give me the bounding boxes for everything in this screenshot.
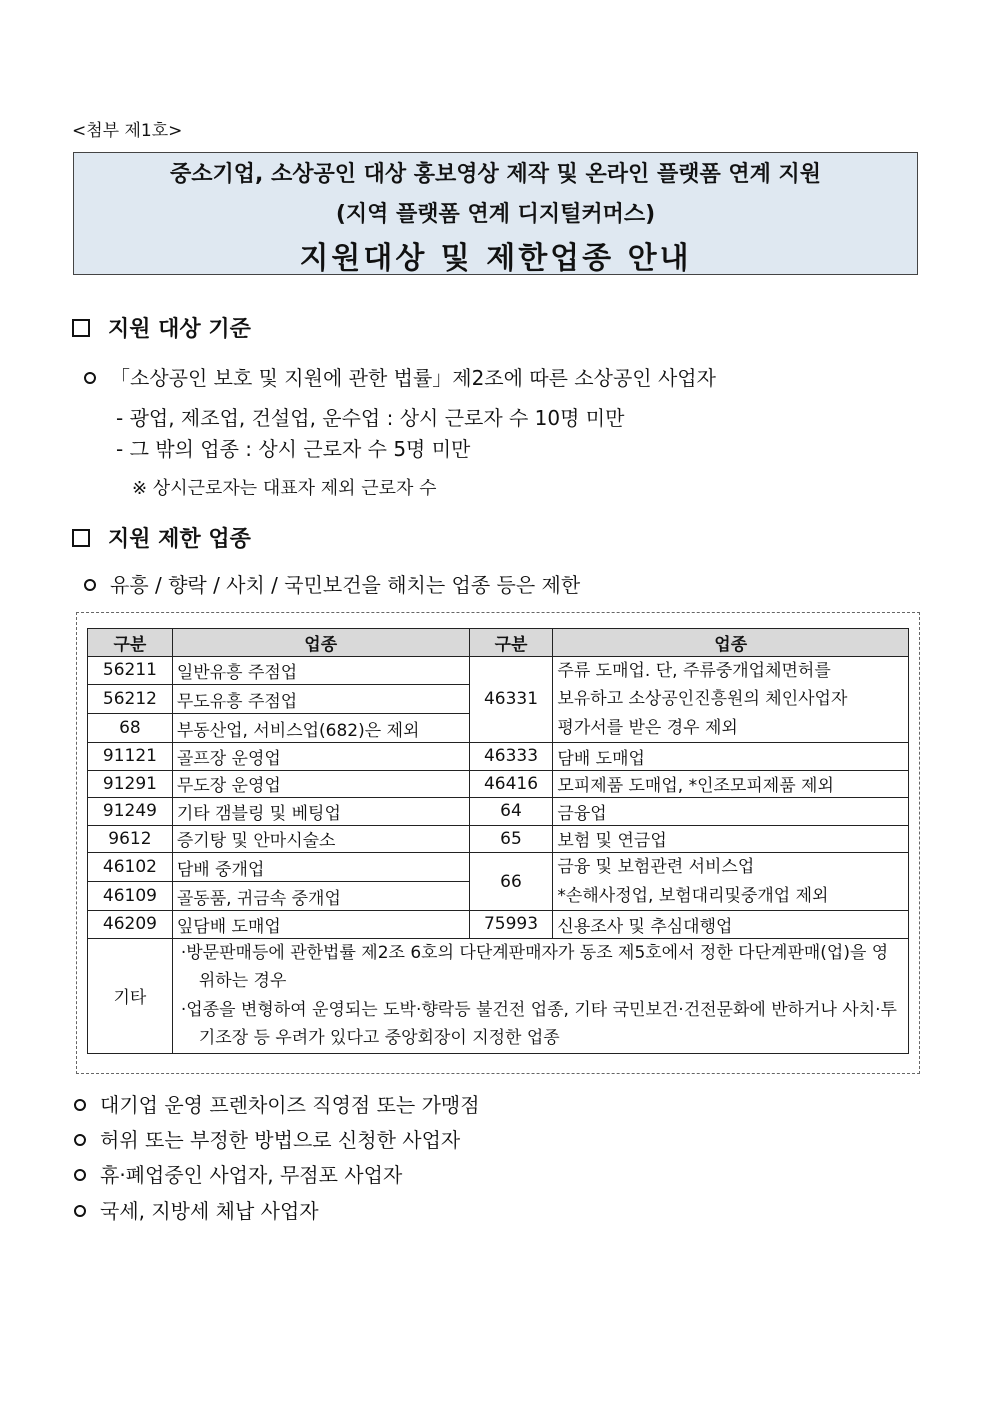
code-cell: 68 [88,714,173,743]
code-cell: 46109 [88,882,173,911]
industry-cell-multiline [553,656,909,743]
table-row [88,656,909,685]
industry-line: 보유하고 소상공인진흥원의 체인사업자 [557,689,848,709]
section1-main [84,362,716,391]
restricted-table-frame [76,612,920,1074]
table-row-etc [88,938,909,1053]
industry-line: 평가서를 받은 경우 제외 [557,717,738,738]
restricted-industry-table [87,628,909,1054]
table-row [88,853,909,882]
table-row [88,798,909,826]
title-line-3: 지원대상 및 제한업종 안내 [299,241,692,276]
circle-bullet-icon [74,1099,86,1111]
title-line-2: (지역 플랫폼 연계 디지털커머스) [335,202,656,227]
code-cell: 91291 [88,770,173,798]
code-cell: 75993 [469,911,553,939]
industry-cell: 부동산업, 서비스업(682)은 제외 [172,714,469,743]
section2-intro-text: 유흥 / 향락 / 사치 / 국민보건을 해치는 업종 등은 제한 [110,573,581,597]
section2-intro [84,569,580,598]
bullet-item [74,1195,319,1224]
code-cell: 46102 [88,853,173,882]
industry-cell: 골동품, 귀금속 중개업 [172,882,469,911]
section1-note: ※ 상시근로자는 대표자 제외 근로자 수 [132,478,437,499]
checkbox-square-icon [72,529,90,547]
title-line-1: 중소기업, 소상공인 대상 홍보영상 제작 및 온라인 플랫폼 연계 지원 [169,162,822,187]
bullet-item [74,1124,460,1153]
code-cell: 9612 [88,825,173,853]
industry-line: *손해사정업, 보험대리및중개업 제외 [557,885,829,906]
bullet-text: 휴·폐업중인 사업자, 무점포 사업자 [100,1163,403,1187]
circle-bullet-icon [74,1205,86,1217]
industry-line: 금융 및 보험관련 서비스업 [557,857,755,877]
industry-cell: 무도장 운영업 [172,770,469,798]
industry-cell: 기타 갬블링 및 베팅업 [172,798,469,826]
section1-main-text: 「소상공인 보호 및 지원에 관한 법률」제2조에 따른 소상공인 사업자 [110,366,716,390]
code-cell: 64 [469,798,553,826]
industry-cell: 모피제품 도매업, *인조모피제품 제외 [553,770,909,798]
section1-heading-text: 지원 대상 기준 [108,317,251,342]
industry-cell: 금융업 [553,798,909,826]
circle-bullet-icon [84,372,96,384]
code-cell: 46333 [469,743,553,771]
code-cell: 56212 [88,685,173,714]
header-code-right: 구분 [469,629,553,657]
circle-bullet-icon [84,579,96,591]
section2-heading-text: 지원 제한 업종 [108,527,251,552]
etc-item: ·방문판매등에 관한법률 제2조 6호의 다단계판매자가 동조 제5호에서 정한 다단계판매(업)을 영위하는 경우 [180,942,889,991]
table-row [88,911,909,939]
code-cell: 56211 [88,656,173,685]
code-cell: 91249 [88,798,173,826]
section1-sub2: - 그 밖의 업종 : 상시 근로자 수 5명 미만 [116,437,471,461]
header-code-left: 구분 [88,629,173,657]
etc-content-cell [172,938,908,1053]
industry-cell: 신용조사 및 추심대행업 [553,911,909,939]
industry-cell: 골프장 운영업 [172,743,469,771]
etc-item: ·업종을 변형하여 운영되는 도박·향락등 불건전 업종, 기타 국민보건·건전문화에 반하거나 사치·투기조장 등 우려가 있다고 중앙회장이 지정한 업종 [180,999,897,1048]
etc-label-cell: 기타 [88,938,173,1053]
table-row [88,825,909,853]
table-header-row [88,629,909,657]
code-cell: 46331 [469,656,553,743]
code-cell: 46209 [88,911,173,939]
industry-line: 주류 도매업. 단, 주류중개업체면허를 [557,660,831,681]
bullet-item [74,1159,402,1188]
industry-cell: 잎담배 도매업 [172,911,469,939]
bullet-text: 대기업 운영 프렌차이즈 직영점 또는 가맹점 [100,1093,480,1117]
header-industry-right: 업종 [553,629,909,657]
table-row [88,743,909,771]
title-box [73,152,918,275]
checkbox-square-icon [72,319,90,337]
section1-sub1: - 광업, 제조업, 건설업, 운수업 : 상시 근로자 수 10명 미만 [116,406,625,430]
industry-cell: 무도유흥 주점업 [172,685,469,714]
bullet-text: 국세, 지방세 체납 사업자 [100,1199,319,1223]
industry-cell: 증기탕 및 안마시술소 [172,825,469,853]
code-cell: 65 [469,825,553,853]
bullet-item [74,1089,480,1118]
section2-heading [72,522,251,553]
industry-cell-multiline [553,853,909,911]
code-cell: 91121 [88,743,173,771]
industry-cell: 담배 도매업 [553,743,909,771]
industry-cell: 일반유흥 주점업 [172,656,469,685]
table-row [88,770,909,798]
industry-cell: 담배 중개업 [172,853,469,882]
section1-heading [72,312,251,343]
industry-cell: 보험 및 연금업 [553,825,909,853]
bullet-text: 허위 또는 부정한 방법으로 신청한 사업자 [100,1128,461,1152]
circle-bullet-icon [74,1134,86,1146]
attachment-label: <첨부 제1호> [72,121,183,141]
circle-bullet-icon [74,1169,86,1181]
header-industry-left: 업종 [172,629,469,657]
code-cell: 66 [469,853,553,911]
code-cell: 46416 [469,770,553,798]
